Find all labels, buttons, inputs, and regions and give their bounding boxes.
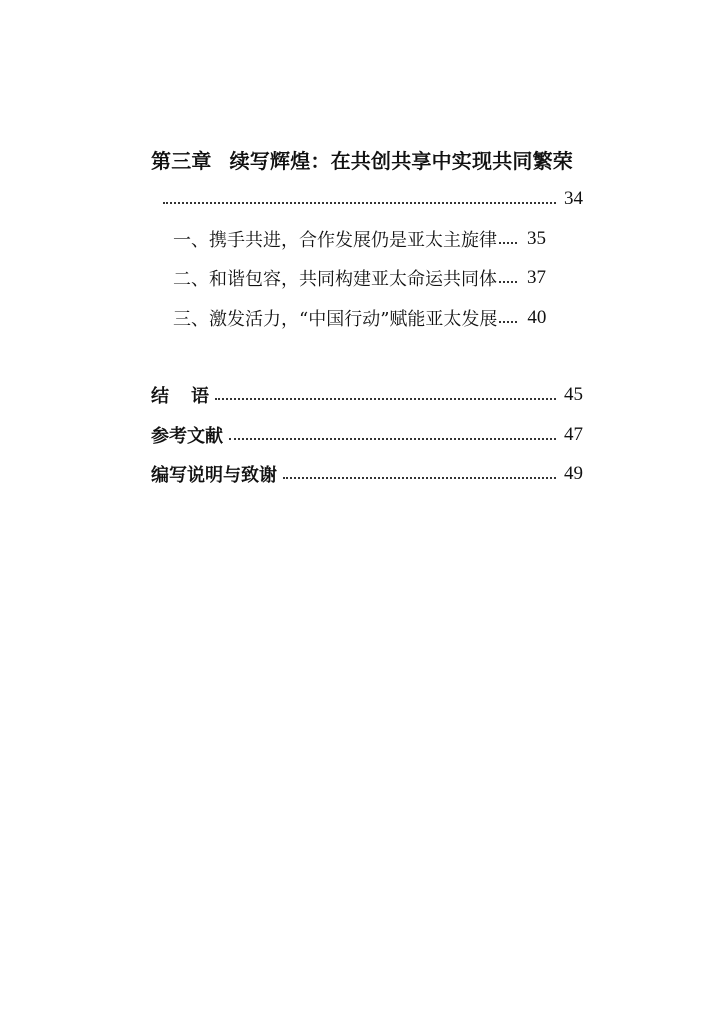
section-label: 三、激发活力，“中国行动”赋能亚太发展 xyxy=(173,309,498,330)
chapter-number: 第三章 xyxy=(151,149,212,173)
conclusion-label-char-2: 语 xyxy=(191,386,209,407)
toc-entry-chapter-3[interactable] xyxy=(151,185,583,213)
dot-leader xyxy=(283,460,556,488)
toc-entry-section-2[interactable] xyxy=(151,264,583,292)
references-label: 参考文献 xyxy=(151,426,223,447)
section-label: 一、携手共进，合作发展仍是亚太主旋律 xyxy=(173,230,497,251)
page-number: 34 xyxy=(564,188,583,209)
section-label: 二、和谐包容，共同构建亚太命运共同体 xyxy=(173,269,497,290)
chapter-title-text: 续写辉煌：在共创共享中实现共同繁荣 xyxy=(229,149,574,173)
page-number: 37 xyxy=(527,267,546,288)
chapter-heading xyxy=(151,147,573,175)
acknowledgements-label: 编写说明与致谢 xyxy=(151,465,277,486)
toc-entry-acknowledgements[interactable] xyxy=(151,460,583,488)
conclusion-label xyxy=(151,382,209,408)
page-number: 35 xyxy=(527,228,546,249)
toc-entry-references[interactable] xyxy=(151,421,583,449)
dot-leader xyxy=(499,304,517,332)
page-number: 47 xyxy=(564,424,583,445)
conclusion-label-char-1: 结 xyxy=(151,386,169,407)
page-number: 40 xyxy=(527,307,547,328)
dot-leader xyxy=(499,225,517,253)
dot-leader xyxy=(163,185,556,213)
dot-leader xyxy=(499,264,517,292)
toc-entry-section-1[interactable] xyxy=(151,225,583,253)
page-number: 49 xyxy=(564,463,583,484)
dot-leader xyxy=(215,381,556,409)
dot-leader xyxy=(229,421,556,449)
toc-entry-conclusion[interactable] xyxy=(151,381,583,409)
page-number: 45 xyxy=(564,384,583,405)
toc-entry-section-3[interactable] xyxy=(151,304,583,332)
